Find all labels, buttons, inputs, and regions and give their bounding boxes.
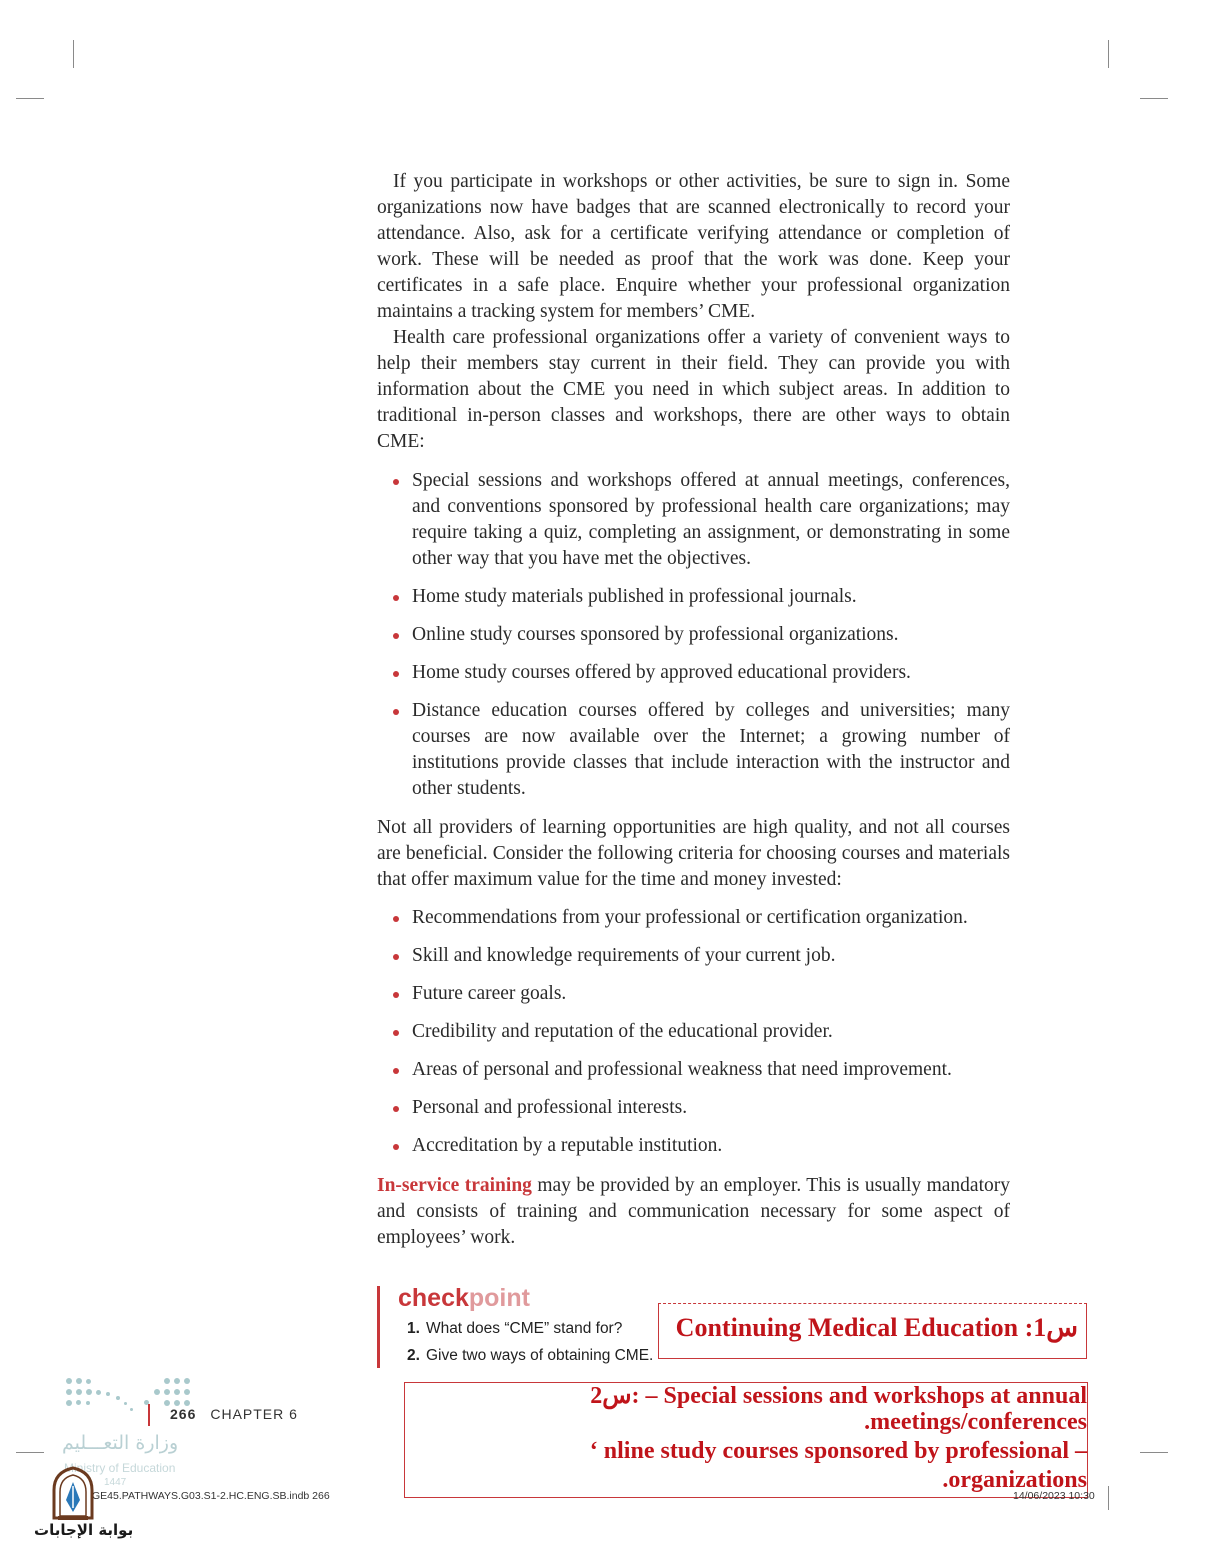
bullet-icon (393, 633, 399, 639)
answer-2-line: .organizations (942, 1467, 1087, 1493)
list-item: Distance education courses offered by colleges and universities; many courses are now available over the Internet; a growing number of institutions provide classes that include interaction with the instructor and other students. (377, 698, 1010, 802)
crop-mark (1108, 40, 1109, 68)
cme-ways-list (377, 468, 1010, 802)
checkpoint-question-2: 2. Give two ways of obtaining CME. (407, 1347, 654, 1364)
crop-mark (1140, 1452, 1168, 1453)
crop-mark (1140, 98, 1168, 99)
bullet-icon (393, 595, 399, 601)
list-item: Special sessions and workshops offered at annual meetings, conferences, and conventions sponsored by professional health care organizations; may require taking a quiz, completing an assignment, or demonstrating in some other way that you have met the objectives. (377, 468, 1010, 572)
print-slug: GE45.PATHWAYS.G03.S1-2.HC.ENG.SB.indb 266 (92, 1490, 330, 1502)
crop-mark (16, 1452, 44, 1453)
list-item: Skill and knowledge requirements of your current job. (377, 943, 1010, 969)
bullet-icon (393, 992, 399, 998)
criteria-list (377, 905, 1010, 1159)
answer-1-text: س1: Continuing Medical Education (675, 1313, 1078, 1342)
crop-mark (1108, 1486, 1109, 1510)
bullet-icon (393, 1030, 399, 1036)
bullet-icon (393, 1106, 399, 1112)
page-number: 266 (170, 1406, 197, 1422)
paragraph-criteria: Not all providers of learning opportunities are high quality, and not all courses are beneficial. Consider the following criteria for choosing courses and materials that offer maximum value for the time and money invested: (377, 817, 1010, 890)
checkpoint-bar (377, 1286, 380, 1368)
criteria-paragraph-block (377, 815, 1010, 893)
list-item: Future career goals. (377, 981, 1010, 1007)
paragraph-organizations: Health care professional organizations offer a variety of convenient ways to help their members stay current in their field. They can provide you with information about the CME you need in which subject areas. In addition to traditional in-person classes and workshops, there are other ways to obtain CME: (377, 327, 1010, 452)
bullet-icon (393, 709, 399, 715)
crop-mark (73, 40, 74, 68)
print-date: 14/06/2023 10:30 (1013, 1490, 1095, 1502)
answer-2-line: س2: – Special sessions and workshops at annual (590, 1383, 1087, 1409)
list-item: Home study materials published in professional journals. (377, 584, 1010, 610)
footer-divider (148, 1404, 150, 1426)
main-text-column (377, 169, 1010, 455)
ministry-name-english: Ministry of Education (64, 1461, 176, 1475)
answer-2-line: ‘ nline study courses sponsored by professional – (589, 1438, 1087, 1464)
list-item: Home study courses offered by approved educational providers. (377, 660, 1010, 686)
answers-portal-logo-icon (50, 1466, 96, 1522)
list-item: Credibility and reputation of the educational provider. (377, 1019, 1010, 1045)
answer-2-line: .meetings/conferences (864, 1409, 1087, 1435)
checkpoint-title: checkpoint (398, 1284, 530, 1312)
inservice-block (377, 1173, 1010, 1251)
paragraph-inservice: In-service training may be provided by an employer. This is usually mandatory and consists of training and communication necessary for some aspect of employees’ work. (377, 1175, 1010, 1248)
page-footer (170, 1406, 298, 1422)
checkpoint-question-1: 1. What does “CME” stand for? (407, 1320, 623, 1337)
bullet-icon (393, 479, 399, 485)
crop-mark (16, 98, 44, 99)
key-term: In-service training (377, 1175, 532, 1196)
chapter-label: CHAPTER 6 (210, 1406, 298, 1422)
list-item: Personal and professional interests. (377, 1095, 1010, 1121)
answers-portal-logo-text: بوابة الإجابات (34, 1521, 134, 1539)
list-item: Accreditation by a reputable institution. (377, 1133, 1010, 1159)
list-item: Online study courses sponsored by professional organizations. (377, 622, 1010, 648)
list-item: Areas of personal and professional weakness that need improvement. (377, 1057, 1010, 1083)
paragraph-sign-in: If you participate in workshops or other activities, be sure to sign in. Some organizations now have badges that are scanned electronically to record your attendance. Also, ask for a certificate verifying attendance or completion of work. These will be needed as proof that the work was done. Keep your certificates in a safe place. Enquire whether your professional organization maintains a tracking system for members’ CME. (377, 171, 1010, 322)
ministry-year: 1447 (104, 1477, 127, 1488)
bullet-icon (393, 671, 399, 677)
answer-box-1 (658, 1303, 1087, 1359)
bullet-icon (393, 1144, 399, 1150)
bullet-icon (393, 954, 399, 960)
bullet-icon (393, 916, 399, 922)
list-item: Recommendations from your professional or certification organization. (377, 905, 1010, 931)
answer-box-2 (404, 1382, 1088, 1498)
ministry-name-arabic: وزارة التعـــليم (62, 1432, 179, 1454)
bullet-icon (393, 1068, 399, 1074)
